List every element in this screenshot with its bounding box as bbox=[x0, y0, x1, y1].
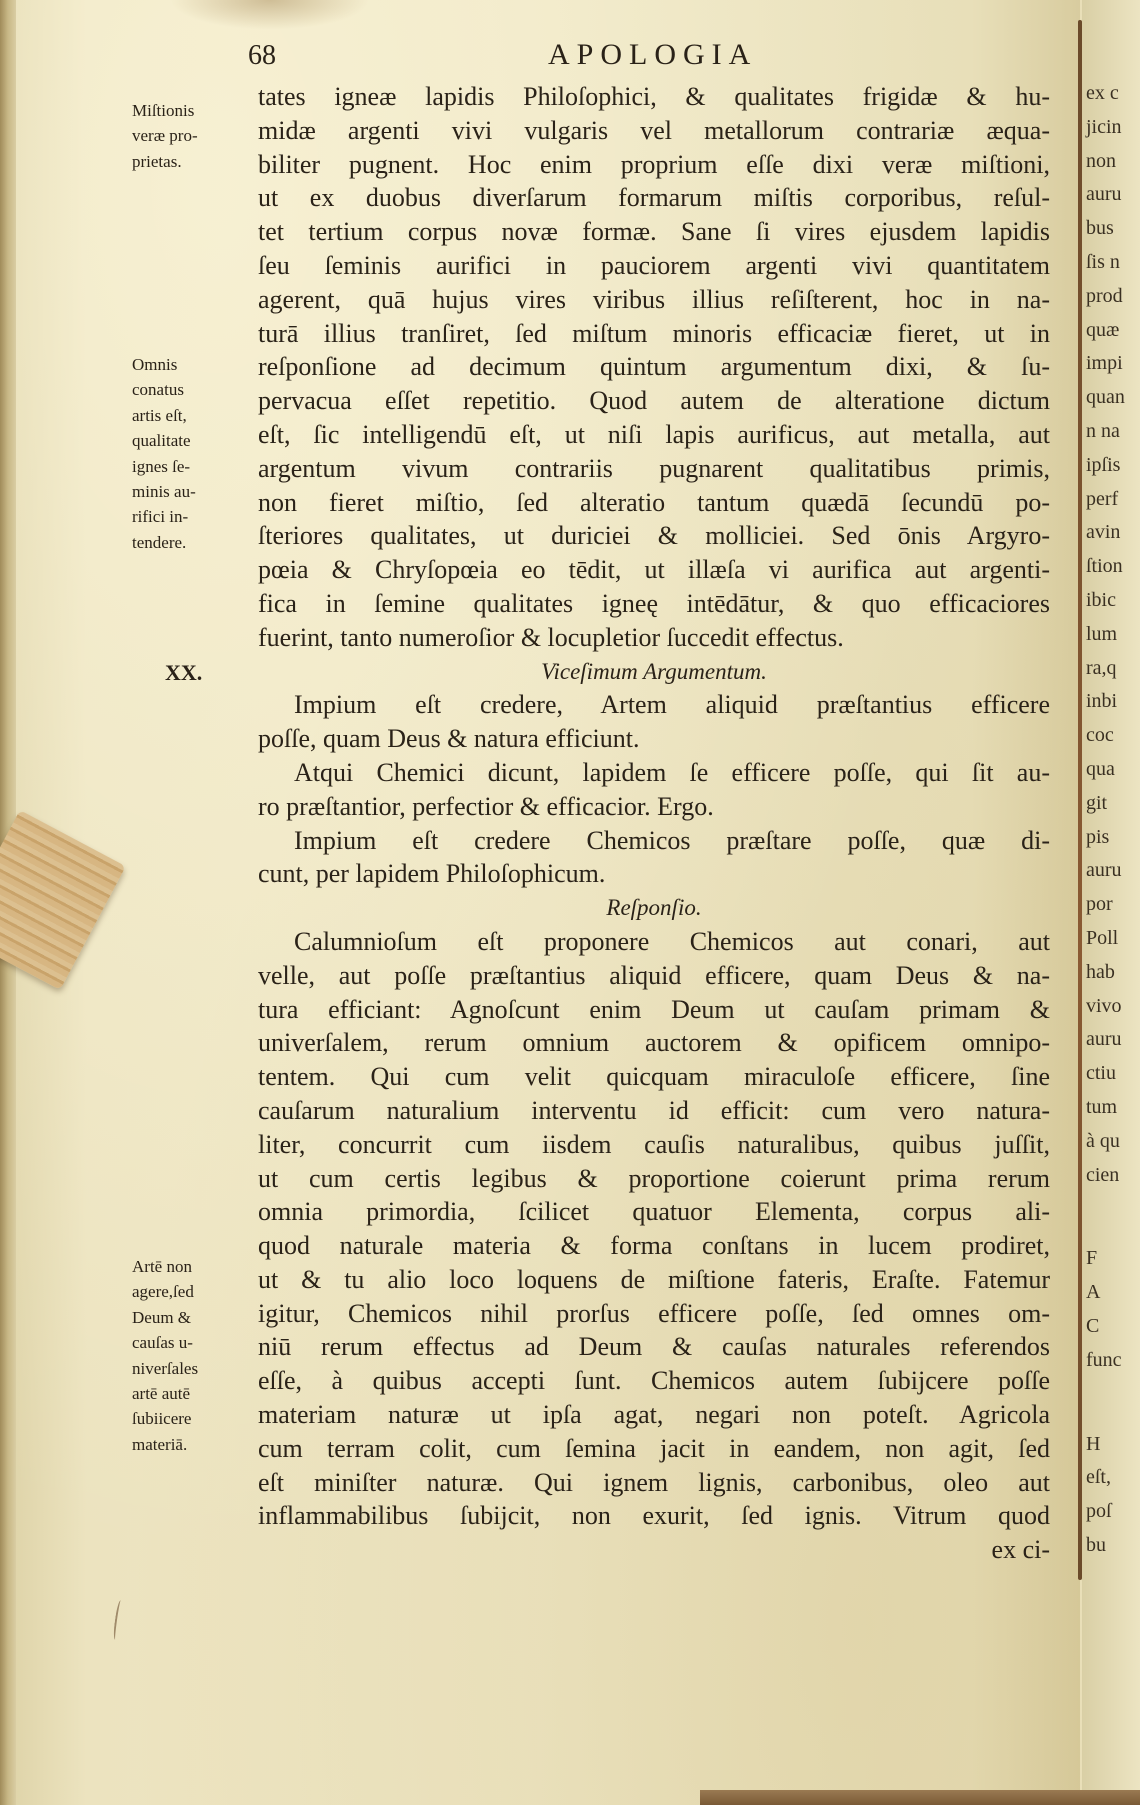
facing-page-fragment: por bbox=[1086, 893, 1113, 916]
facing-page-fragment: func bbox=[1086, 1348, 1122, 1371]
facing-page-fragment: ſis n bbox=[1086, 251, 1120, 273]
response-line: ut cum certis legibus & proportione coierunt prima rerum bbox=[258, 1163, 1050, 1193]
facing-page-fragment: prod bbox=[1086, 284, 1123, 307]
section-heading: Viceſimum Argumentum. bbox=[541, 658, 767, 684]
response-line: ut & tu alio loco loquens de miſtione fateris, Eraſte. Fatemur bbox=[258, 1264, 1050, 1294]
page-number: 68 bbox=[248, 40, 276, 71]
text-line: midæ argenti vivi vulgaris vel metallorum contrariæ æqua- bbox=[258, 115, 1050, 145]
text-line: ſeu ſeminis aurifici in pauciorem argenti vivi quantitatem bbox=[258, 250, 1050, 280]
facing-page-fragment: ipſis bbox=[1086, 453, 1121, 476]
response-line: quod naturale materia & forma conſtans in lucem prodiret, bbox=[258, 1231, 1050, 1261]
response-line: tura efficiant: Agnoſcunt enim Deum ut cauſam primam & bbox=[258, 994, 1050, 1024]
catchword: ex ci- bbox=[991, 1535, 1050, 1565]
margin-note-omnis-conatus bbox=[132, 352, 242, 555]
facing-page-fragment: cien bbox=[1086, 1163, 1120, 1186]
text-line: turā illius tranſiret, ſed miſtum minoris efficaciæ fieret, ut in bbox=[258, 318, 1050, 348]
facing-page-fragment: jicin bbox=[1086, 115, 1122, 138]
margin-note-line: veræ pro- bbox=[132, 126, 198, 146]
response-line: eſſe, à quibus accepti ſunt. Chemicos autem ſubijcere poſſe bbox=[258, 1366, 1050, 1396]
facing-page-fragment: avin bbox=[1086, 521, 1121, 544]
response-heading: Reſponſio. bbox=[606, 895, 702, 921]
facing-page-fragment: n na bbox=[1086, 420, 1120, 442]
pen-mark bbox=[112, 1600, 124, 1640]
margin-note-line: Artē non bbox=[132, 1257, 192, 1276]
response-line: eſt miniſter naturæ. Qui ignem lignis, carbonibus, oleo aut bbox=[258, 1467, 1050, 1497]
facing-page-fragment: ctiu bbox=[1086, 1062, 1116, 1085]
margin-note-line: minis au- bbox=[132, 482, 196, 502]
facing-page-fragment: auru bbox=[1086, 859, 1122, 882]
margin-note-line: Miſtionis bbox=[132, 101, 195, 120]
response-line: omnia primordia, ſcilicet quatuor Elementa, corpus ali- bbox=[258, 1197, 1050, 1227]
response-line: Calumnioſum eſt proponere Chemicos aut conari, aut bbox=[294, 926, 1050, 956]
margin-note-arte-non-agere bbox=[132, 1254, 242, 1457]
facing-page-fragment: perf bbox=[1086, 487, 1119, 510]
text-line: ſteriores qualitates, ut duriciei & molliciei. Sed ōnis Argyro- bbox=[258, 521, 1050, 551]
margin-note-line: conatus bbox=[132, 380, 184, 400]
response-line: velle, aut poſſe præſtantius aliquid efficere, quam Deus & na- bbox=[258, 960, 1050, 990]
facing-page-fragment: qua bbox=[1086, 758, 1115, 780]
facing-page-strip bbox=[1082, 0, 1140, 1805]
text-line: non fieret miſtio, ſed alteratio tantum quædā ſecundū po- bbox=[258, 487, 1050, 517]
facing-page-fragment: pis bbox=[1086, 825, 1110, 848]
margin-note-mistionis bbox=[132, 98, 242, 174]
bookmark-tab bbox=[0, 810, 126, 990]
margin-note-line: agere,ſed bbox=[132, 1282, 194, 1302]
response-line: liter, concurrit cum iisdem cauſis naturalibus, quibus juſſit, bbox=[258, 1129, 1050, 1159]
facing-page-fragment: vivo bbox=[1086, 994, 1122, 1017]
response-line: materiam naturæ ut ipſa agat, negari non poteſt. Agricola bbox=[258, 1400, 1050, 1430]
argument-line: Impium eſt credere Chemicos præſtare poſſe, quæ di- bbox=[294, 825, 1050, 855]
facing-page-fragment: Poll bbox=[1086, 927, 1119, 949]
response-line: igitur, Chemicos nihil prorſus efficere poſſe, ſed omnes om- bbox=[258, 1298, 1050, 1328]
argument-line: Atqui Chemici dicunt, lapidem ſe efficere poſſe, qui ſit au- bbox=[294, 757, 1050, 787]
margin-note-line: tendere. bbox=[132, 532, 187, 552]
facing-page-fragment: A bbox=[1086, 1281, 1101, 1304]
margin-note-line: artis eſt, bbox=[132, 405, 187, 425]
text-line: tet tertium corpus novæ formæ. Sane ſi vires ejusdem lapidis bbox=[258, 217, 1050, 247]
facing-page-fragment: quan bbox=[1086, 386, 1125, 409]
response-line: tentem. Qui cum velit quicquam miraculoſe efficere, ſine bbox=[258, 1062, 1050, 1092]
facing-page-fragment: ra,q bbox=[1086, 656, 1117, 679]
facing-page-fragment: ex c bbox=[1086, 82, 1119, 104]
text-line: agerent, quā hujus vires viribus illius reſiſterent, hoc in na- bbox=[258, 284, 1050, 314]
facing-page-fragment: auru bbox=[1086, 1028, 1122, 1051]
response-line: inflammabilibus ſubijcit, non exurit, ſed ignis. Vitrum quod bbox=[258, 1501, 1050, 1531]
facing-page-fragment: ibic bbox=[1086, 589, 1116, 611]
margin-note-line: rifici in- bbox=[132, 507, 189, 527]
text-line: fuerint, tanto numeroſior & locupletior ſuccedit effectus. bbox=[258, 622, 844, 652]
margin-note-line: Omnis bbox=[132, 355, 178, 374]
margin-note-line: Deum & bbox=[132, 1307, 192, 1327]
facing-page-fragment: auru bbox=[1086, 183, 1122, 206]
margin-note-line: artē autē bbox=[132, 1384, 191, 1404]
facing-page-fragment: bu bbox=[1086, 1534, 1106, 1556]
main-text-block bbox=[258, 80, 1050, 1567]
margin-note-line: materiā. bbox=[132, 1434, 188, 1454]
facing-page-fragment: hab bbox=[1086, 960, 1115, 983]
text-line: eſt, ſic intelligendū eſt, ut niſi lapis aurificus, aut metalla, aut bbox=[258, 419, 1050, 449]
running-title: APOLOGIA bbox=[548, 38, 758, 71]
facing-page-fragment: F bbox=[1086, 1247, 1098, 1270]
facing-page-fragment: non bbox=[1086, 149, 1116, 172]
facing-page-fragment: à qu bbox=[1086, 1129, 1120, 1152]
margin-note-line: ſubiicere bbox=[132, 1409, 192, 1429]
margin-note-line: cauſas u- bbox=[132, 1333, 193, 1353]
text-line: argentum vivum contrariis pugnarent qualitatibus primis, bbox=[258, 453, 1050, 483]
argument-line: poſſe, quam Deus & natura efficiunt. bbox=[258, 724, 640, 754]
facing-page-fragment: tum bbox=[1086, 1096, 1118, 1118]
margin-note-line: niverſales bbox=[132, 1358, 199, 1378]
response-line: niū rerum effectus ad Deum & cauſas naturales referendos bbox=[258, 1332, 1050, 1362]
facing-page-fragment: inbi bbox=[1086, 690, 1118, 713]
text-line: biliter pugnent. Hoc enim proprium eſſe dixi veræ miſtioni, bbox=[258, 149, 1050, 179]
text-line: pervacua eſſet repetitio. Quod autem de alteratione dictum bbox=[258, 386, 1050, 416]
facing-page-fragment: quæ bbox=[1086, 318, 1120, 341]
text-line: tates igneæ lapidis Philoſophici, & qualitates frigidæ & hu- bbox=[258, 82, 1050, 111]
facing-page-fragment: ſtion bbox=[1086, 555, 1123, 578]
section-number: XX. bbox=[165, 660, 203, 685]
page-header bbox=[248, 38, 1038, 78]
margin-note-line: ignes ſe- bbox=[132, 456, 191, 476]
argument-line: Impium eſt credere, Artem aliquid præſtantius efficere bbox=[294, 690, 1050, 720]
text-line: ut ex duobus diverſarum formarum miſtis corporibus, reſul- bbox=[258, 183, 1050, 213]
facing-page-fragment: bus bbox=[1086, 217, 1114, 240]
response-line: cum terram colit, cum ſemina jacit in eandem, non agit, ſed bbox=[258, 1433, 1050, 1463]
text-line: pœia & Chryſopœia eo tēdit, ut illæſa vi aurifica aut argenti- bbox=[258, 555, 1050, 585]
facing-page-fragment: coc bbox=[1086, 724, 1114, 747]
book-cover-edge bbox=[700, 1790, 1140, 1805]
response-line: univerſalem, rerum omnium auctorem & opificem omnipo- bbox=[258, 1028, 1050, 1058]
facing-page-fragment: impi bbox=[1086, 352, 1123, 375]
response-line: cauſarum naturalium interventu id efficit: cum vero natura- bbox=[258, 1095, 1050, 1125]
paper-stain bbox=[170, 0, 370, 30]
text-line: reſponſione ad decimum quintum argumentum dixi, & ſu- bbox=[258, 352, 1050, 382]
facing-page-fragment: poſ bbox=[1086, 1500, 1112, 1523]
facing-page-fragment: git bbox=[1086, 791, 1108, 814]
facing-page-fragment: eſt, bbox=[1086, 1466, 1111, 1489]
argument-line: cunt, per lapidem Philoſophicum. bbox=[258, 859, 606, 889]
facing-page-fragment: C bbox=[1086, 1315, 1100, 1337]
margin-note-line: prietas. bbox=[132, 151, 182, 171]
margin-note-line: qualitate bbox=[132, 431, 191, 451]
argument-line: ro præſtantior, perfectior & efficacior. Ergo. bbox=[258, 791, 714, 821]
facing-page-fragment: H bbox=[1086, 1432, 1101, 1455]
text-line: fica in ſemine qualitates igneę intēdātur, & quo efficaciores bbox=[258, 588, 1050, 618]
facing-page-fragment: lum bbox=[1086, 622, 1118, 645]
